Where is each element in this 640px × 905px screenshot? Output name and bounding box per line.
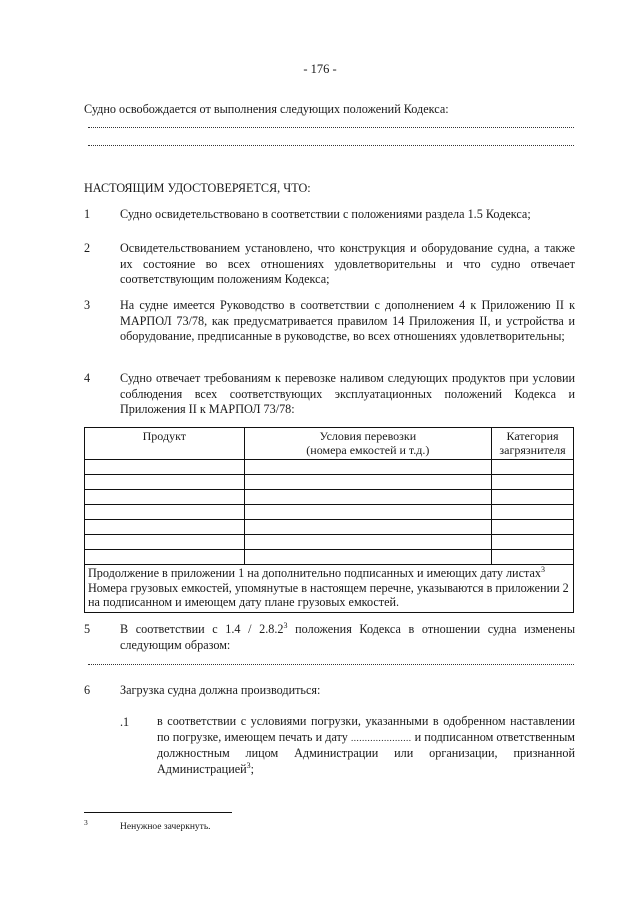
- item-text: Загрузка судна должна производиться:: [120, 683, 321, 697]
- products-table: [84, 427, 574, 613]
- column-header-conditions: Условия перевозки (номера емкостей и т.д.): [244, 428, 491, 460]
- table-row: [85, 475, 574, 490]
- footnote-separator: [84, 812, 232, 813]
- table-row: [85, 505, 574, 520]
- footnote-text: Ненужное зачеркнуть.: [120, 822, 211, 832]
- item-text: Освидетельствованием установлено, что конструкция и оборудование судна, а также их состояние во всех отношениях удовлетворительны и что судно отвечает соответствующим положениям Кодекса;: [120, 241, 575, 287]
- item-number: 2: [84, 241, 91, 255]
- item-text: На судне имеется Руководство в соответствии с дополнением 4 к Приложению II к МАРПОЛ 73/78, как предусматривается правилом 14 Приложения II, и устройства и оборудование, предписанные в руководстве, во всех отношениях удовлетворительны;: [120, 298, 575, 344]
- dotted-fill-line: [88, 145, 574, 146]
- subitem-text: в соответствии с условиями погрузки, указанными в одобренном наставлении по погрузке, имеющем печать и дату ...................... и подписанном ответственным должностным лицом Администрации или организации, признанной Администрацией$^3$;: [157, 714, 576, 776]
- table-row: [85, 460, 574, 475]
- subitem-number: .1: [120, 715, 130, 729]
- page-number: - 176 -: [303, 62, 337, 76]
- item-text: В соответствии с 1.4 / 2.8.2$^3$ положения Кодекса в отношении судна изменены следующим образом:: [120, 620, 576, 652]
- table-row: [85, 490, 574, 505]
- column-header-product: Продукт: [85, 428, 245, 460]
- footnote-mark: 3: [84, 818, 88, 827]
- item-number: 5: [84, 622, 91, 636]
- item-number: 1: [84, 207, 91, 221]
- item-text: Судно отвечает требованиям к перевозке наливом следующих продуктов при условии соблюдения всех соответствующих эксплуатационных положений Кодекса и Приложения II к МАРПОЛ 73/78:: [120, 371, 575, 417]
- column-header-category: Категория загрязнителя: [492, 428, 574, 460]
- item-text: Судно освидетельствовано в соответствии с положениями раздела 1.5 Кодекса;: [120, 207, 531, 221]
- exemption-heading: Судно освобождается от выполнения следующих положений Кодекса:: [84, 102, 449, 116]
- table-note: Продолжение в приложении 1 на дополнительно подписанных и имеющих дату листах$^3$ Номера грузовых емкостей, упомянутые в настоящем перечне, указываются в приложении 2 на подписанном и имеющем дату плане грузовых емкостей.: [85, 565, 574, 613]
- item-number: 4: [84, 371, 91, 385]
- table-note-row: [85, 565, 574, 613]
- item-number: 6: [84, 683, 91, 697]
- item-number: 3: [84, 298, 91, 312]
- dotted-fill-line: [88, 127, 574, 128]
- table-header-row: [85, 428, 574, 460]
- table-row: [85, 535, 574, 550]
- table-row: [85, 520, 574, 535]
- table-row: [85, 550, 574, 565]
- certify-heading: НАСТОЯЩИМ УДОСТОВЕРЯЕТСЯ, ЧТО:: [84, 181, 311, 195]
- dotted-fill-line: [88, 664, 574, 665]
